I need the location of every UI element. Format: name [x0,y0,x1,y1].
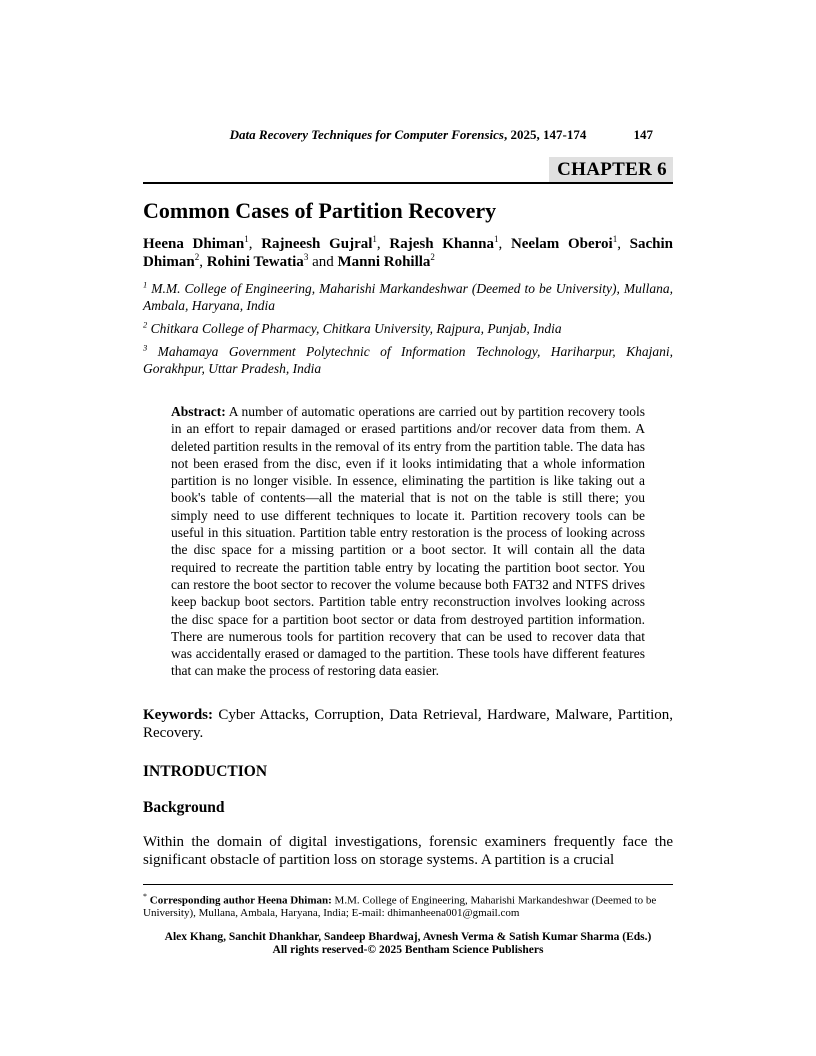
author: Neelam Oberoi$^1$, [510,234,630,252]
keywords-block [143,706,673,743]
author-affiliation-sup: 3 [303,252,309,262]
author: Heena Dhiman$^1$, [143,234,262,252]
author-affiliation-sup: 1 [493,234,499,244]
running-title-suffix: , 2025, 147-174 [503,127,587,142]
affiliation-1: $^1$ M.M. College of Engineering, Maharishi Markandeshwar (Deemed to be University), Mullana, Ambala, Haryana, India [143,279,673,313]
affiliation-2: $^2$ Chitkara College of Pharmacy, Chitkara University, Rajpura, Punjab, India [143,319,562,336]
author: Sachin Dhiman$^2$, [143,236,674,270]
affiliation-sup: 2 [143,319,148,330]
author: Manni Rohilla$^2$ [337,252,435,270]
author-affiliation-sup: 1 [372,234,377,244]
author: Rajneesh Gujral$^1$, [261,234,390,252]
keywords-label: Keywords: [143,706,213,723]
author-affiliation-sup: 2 [194,252,200,262]
affiliation-sup: 3 [143,342,148,353]
keywords-text: Cyber Attacks, Corruption, Data Retrieval, Hardware, Malware, Partition, Recovery. [143,706,673,742]
author-affiliation-sup: 1 [244,234,249,244]
author-affiliation-sup: 1 [612,234,618,244]
running-title: Data Recovery Techniques for Computer Forensics [229,127,504,142]
page-content [143,0,673,957]
affiliation-sup: 1 [143,279,148,290]
introduction-heading: INTRODUCTION [143,762,268,780]
corresponding-author-footnote [143,884,673,921]
background-heading: Background [143,798,225,816]
authors-line [143,235,673,271]
chapter-label: CHAPTER 6 [549,157,673,182]
body-paragraph: Within the domain of digital investigations, forensic examiners frequently face the significant obstacle of partition loss on storage systems. A partition is a crucial [143,833,673,868]
author: Rohini Tewatia$^3$ and [206,252,338,270]
abstract-block [171,403,645,680]
affiliations [143,280,673,377]
running-header [143,127,673,142]
abstract-label: Abstract: [171,404,226,419]
page-number: 147 [633,127,653,142]
author-affiliation-sup: 2 [430,252,435,262]
footnote-bold: Corresponding author Heena Dhiman: [147,894,332,907]
author: Rajesh Khanna$^1$, [389,234,511,252]
footnote-marker: * [143,891,147,901]
footnote-text: M.M. College of Engineering, Maharishi Markandeshwar (Deemed to be University), Mullana, Ambala, Haryana, India; E-mail: dhimanheena001@gmail.com [143,894,657,920]
editors-line: Alex Khang, Sanchit Dhankhar, Sandeep Bhardwaj, Avnesh Verma & Satish Kumar Sharma (Eds.) [164,931,652,944]
publisher-credits [143,931,673,957]
affiliation-3: $^3$ Mahamaya Government Polytechnic of Information Technology, Hariharpur, Khajani, Gorakhpur, Uttar Pradesh, India [143,342,673,376]
rights-line: All rights reserved-© 2025 Bentham Science Publishers [272,944,544,957]
chapter-banner-row [143,157,673,184]
abstract-text: A number of automatic operations are carried out by partition recovery tools in an effort to repair damaged or erased partitions and/or recover data from them. A deleted partition results in the removal of its entry from the partition table. The data has not been erased from the disc, even if it looks intimidating that a whole information partition is no longer visible. In essence, eliminating the partition is like taking out a book's table of contents—all the material that is not on the table is still there; you simply need to use different techniques to locate it. Partition recovery tools can be useful in this situation. Partition table entry restoration is the process of looking across the disc space for a missing partition or a boot sector. It will contain all the data required to recreate the partition table entry by locating the partition boot sector. You can restore the boot sector to recover the volume because both FAT32 and NTFS drives keep backup boot sectors. Partition table entry reconstruction involves looking across the disc space for a partition boot sector or data from destroyed partition information. There are numerous tools for partition recovery that can be used to recover data that was accidentally erased or damaged to the partition. These tools have different features that can make the process of restoring data easier. [171,404,645,679]
article-title: Common Cases of Partition Recovery [143,198,497,223]
